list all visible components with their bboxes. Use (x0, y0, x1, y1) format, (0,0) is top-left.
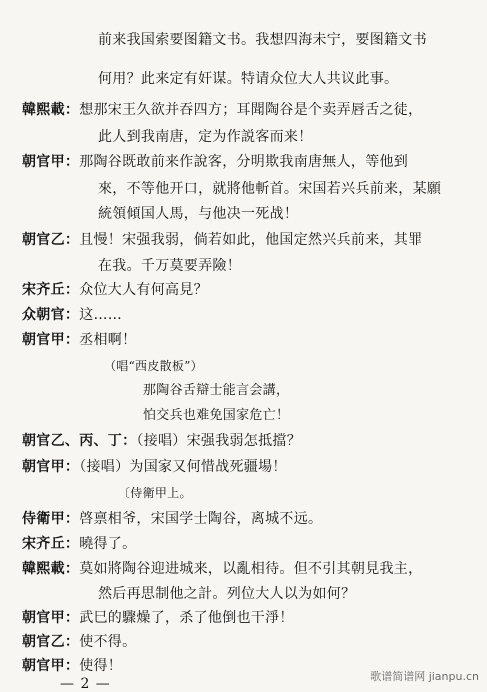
stage-direction (118, 484, 192, 502)
line-text: 且慢！宋强我弱，倘若如此，他国定然兴兵前来，其罪 (79, 232, 423, 248)
dialogue-line (22, 609, 294, 627)
dialogue-line (22, 510, 322, 528)
dialogue-line (22, 331, 136, 349)
stage-direction (104, 357, 203, 375)
line-text: 何用？此来定有奸谋。特请众位大人共议此事。 (98, 71, 399, 87)
line-text: 想那宋王久欲并吞四方；耳聞陶谷是个卖弄唇舌之徒， (79, 102, 423, 118)
dialogue-line (22, 153, 408, 171)
speaker-name: 朝官甲： (22, 610, 80, 626)
line-text: 然后再思制他之計。列位大人以为如何？ (98, 586, 356, 602)
line-text: 〔侍衛甲上。 (118, 486, 192, 500)
dialogue-line (98, 585, 355, 603)
line-text: 來，不等他开口，就將他斬首。宋国若兴兵前来，某願 (98, 181, 442, 197)
speaker-name: 韓熙載： (22, 102, 80, 118)
line-text: 前来我国索要图籍文书。我想四海未宁，要图籍文书 (98, 32, 427, 48)
line-text: 莫如將陶谷迎进城来，以亂相待。但不引其朝見我主， (79, 561, 423, 577)
speaker-name: 宋齐丘： (22, 536, 80, 552)
dialogue-line (98, 70, 398, 88)
dialogue-line (22, 633, 136, 651)
dialogue-line (22, 458, 287, 476)
speaker-name: 朝官甲： (22, 154, 80, 170)
line-text: 武巳的驟燥了，杀了他倒也干淨！ (79, 610, 294, 626)
line-text: 使不得。 (79, 634, 137, 650)
line-text: 曉得了。 (79, 536, 137, 552)
dialogue-line (22, 306, 122, 324)
watermark: 歌谱简谱网 jianpu.cn (370, 670, 479, 683)
line-text: （唱“西皮散板”） (104, 359, 203, 373)
dialogue-line (22, 101, 422, 119)
line-text: 那陶谷舌辯士能言会講， (143, 383, 290, 398)
speaker-name: 朝官甲： (22, 658, 80, 674)
dialogue-line (22, 432, 301, 450)
line-text: 此人到我南唐，定为作説客而来！ (98, 129, 313, 145)
verse-line (143, 407, 289, 425)
line-text: 众位大人有何高見？ (79, 282, 208, 298)
speaker-name: 朝官甲： (22, 459, 80, 475)
line-text: 使得！ (79, 658, 123, 674)
verse-line (143, 382, 289, 400)
line-text: 丞相啊！ (79, 332, 137, 348)
speaker-name: 宋齐丘： (22, 282, 80, 298)
speaker-name: 众朝官： (22, 307, 80, 323)
line-text: 統領傾国人馬，与他决一死战！ (98, 206, 299, 222)
line-text: 这…… (79, 307, 123, 323)
line-text: 那陶谷既敢前来作說客，分明欺我南唐無人，等他到 (79, 154, 409, 170)
speaker-name: 韓熙載： (22, 561, 80, 577)
dialogue-line (98, 257, 241, 275)
dialogue-line (98, 180, 441, 198)
speaker-name: 朝官乙： (22, 232, 80, 248)
line-text: （接唱）为国家又何惜战死疆場！ (79, 459, 287, 475)
dialogue-line (98, 128, 313, 146)
line-text: 怕交兵也难免国家危亡！ (143, 408, 290, 423)
speaker-name: 朝官甲： (22, 332, 80, 348)
dialogue-line (98, 31, 427, 49)
dialogue-line (22, 657, 122, 675)
page-number: — 2 — (60, 676, 111, 692)
line-text: 啓禀相爷，宋国学士陶谷，离城不远。 (79, 511, 323, 527)
line-text: （接唱）宋强我弱怎抵擋？ (136, 433, 302, 449)
dialogue-line (98, 205, 298, 223)
dialogue-line (22, 231, 422, 249)
speaker-name: 朝官乙： (22, 634, 80, 650)
dialogue-line (22, 560, 422, 578)
dialogue-line (22, 535, 136, 553)
dialogue-line (22, 281, 208, 299)
line-text: 在我。千万莫要弄險！ (98, 258, 241, 274)
speaker-name: 侍衛甲： (22, 511, 80, 527)
speaker-name: 朝官乙、丙、丁： (22, 433, 137, 449)
